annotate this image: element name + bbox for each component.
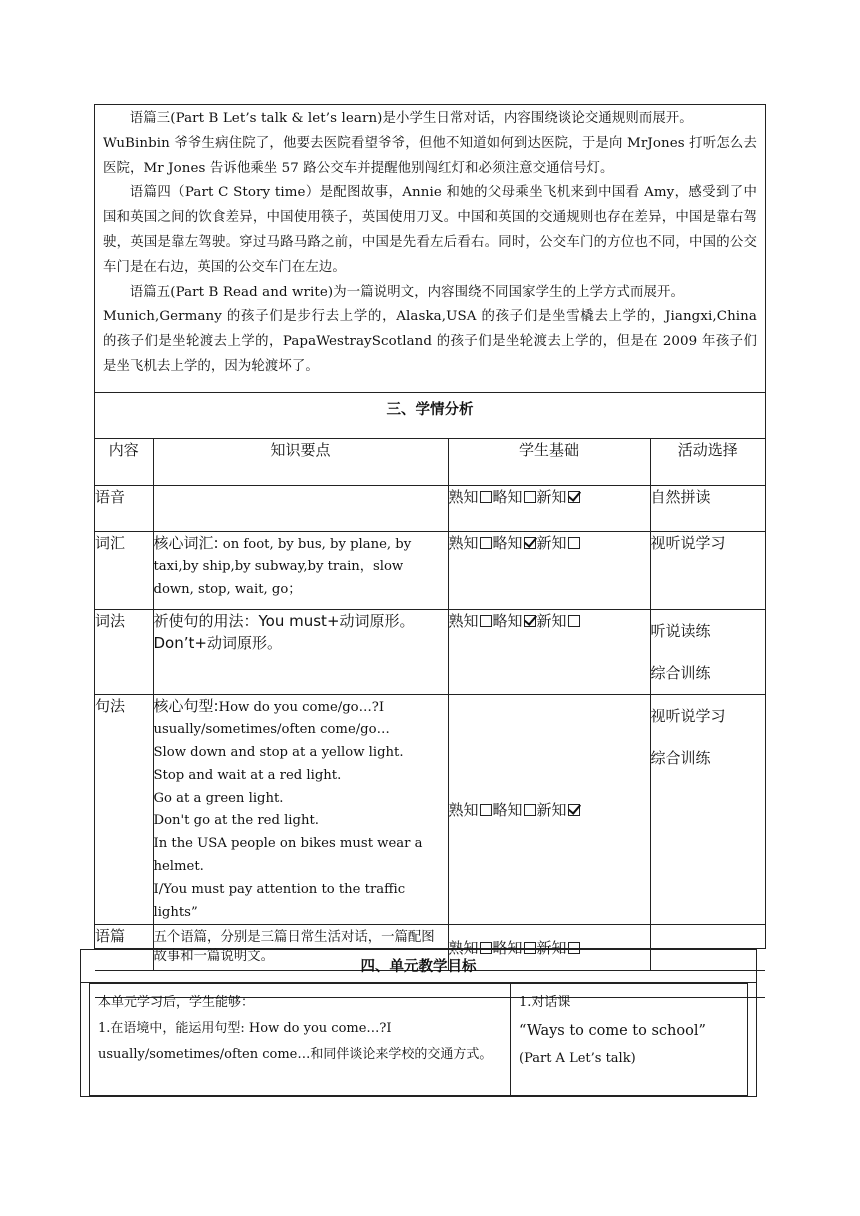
- row-basis: 熟知 略知 新知: [448, 485, 650, 531]
- discourse-5-summary: 语篇五(Part B Read and write)为一篇说明文，内容围绕不同国家学生的上学方式而展开。: [129, 284, 685, 300]
- teaching-goals-box: [89, 983, 748, 1096]
- header-activity: 活动选择: [650, 439, 765, 485]
- checkbox-icon: [568, 615, 580, 627]
- analysis-section: [94, 104, 766, 965]
- table-row: [95, 485, 765, 531]
- checkbox-icon: [480, 615, 492, 627]
- checkbox-icon: [524, 491, 536, 503]
- row-knowledge: 五个语篇，分别是三篇日常生活对话，一篇配图故事和一篇说明文。: [153, 925, 448, 971]
- section-4-title: 四、单元教学目标: [80, 949, 757, 983]
- row-basis: 熟知 略知 新知: [448, 925, 650, 971]
- section-3-title: 三、学情分析: [95, 393, 765, 439]
- checkbox-icon: [480, 804, 492, 816]
- lesson-part: (Part A Let’s talk): [519, 1051, 636, 1066]
- table-header-row: [95, 439, 765, 485]
- row-category: 词汇: [95, 531, 153, 609]
- row-category: 词法: [95, 609, 153, 694]
- table-row: [95, 609, 765, 694]
- checkbox-checked-icon: [568, 491, 580, 503]
- row-basis: 熟知 略知 新知: [448, 531, 650, 609]
- header-knowledge: 知识要点: [153, 439, 448, 485]
- checkbox-checked-icon: [568, 804, 580, 816]
- row-category: 句法: [95, 694, 153, 925]
- row-category: 语音: [95, 485, 153, 531]
- row-knowledge: [153, 485, 448, 531]
- goal-intro: 本单元学习后，学生能够：: [98, 995, 255, 1010]
- discourse-intro: [95, 105, 765, 393]
- header-content: 内容: [95, 439, 153, 485]
- header-basis: 学生基础: [448, 439, 650, 485]
- lesson-type: 1.对话课: [519, 995, 571, 1010]
- discourse-5-detail: Munich,Germany 的孩子们是步行去上学的，Alaska,USA 的孩子们是坐雪橇去上学的，Jiangxi,China 的孩子们是坐轮渡去上学的，PapaWestrayScotland 的孩子们是坐轮渡去上学的，但是在 2009 年孩子们是坐飞机去上学的，因为轮渡坏了。: [103, 309, 757, 374]
- row-knowledge: 核心词汇: on foot, by bus, by plane, by taxi,by ship,by subway,by train，slow down, stop, wait, go；: [153, 531, 448, 609]
- discourse-3-summary: 语篇三(Part B Let’s talk & let’s learn)是小学生日常对话，内容围绕谈论交通规则而展开。: [129, 111, 693, 126]
- row-activity: 视听说学习 综合训练: [650, 694, 765, 925]
- checkbox-icon: [524, 804, 536, 816]
- row-basis: 熟知 略知 新知: [448, 609, 650, 694]
- row-category: 语篇: [95, 925, 153, 971]
- row-activity: 自然拼读: [650, 485, 765, 531]
- table-row: [95, 531, 765, 609]
- checkbox-checked-icon: [524, 537, 536, 549]
- checkbox-icon: [480, 491, 492, 503]
- learner-analysis-table: [95, 439, 765, 998]
- table-row: [95, 694, 765, 925]
- discourse-3-detail: WuBinbin 爷爷生病住院了，他要去医院看望爷爷，但他不知道如何到达医院，于是向 MrJones 打听怎么去医院，Mr Jones 告诉他乘坐 57 路公交车并提醒他别闯红灯和必须注意交通信号灯。: [103, 135, 757, 176]
- row-knowledge: 祈使句的用法：You must+动词原形。Don’t+动词原形。: [153, 609, 448, 694]
- row-activity: 听说读练 综合训练: [650, 609, 765, 694]
- goal-item-1: 1.在语境中，能运用句型: How do you come…?I usually/sometimes/often come…和同伴谈论来学校的交通方式。: [98, 1021, 493, 1062]
- goal-description: [90, 984, 511, 1095]
- checkbox-checked-icon: [524, 615, 536, 627]
- lesson-title: “Ways to come to school”: [519, 1023, 706, 1039]
- row-knowledge: 核心句型:How do you come/go…?I usually/sometimes/often come/go… Slow down and stop at a yellow light. Stop and wait at a red light. Go at a green light. Don't go at the red light. In the USA people on bikes must wear a helmet. I/You must pay attention to the traffic lights”: [153, 694, 448, 925]
- row-basis: 熟知 略知 新知: [448, 694, 650, 925]
- lesson-info: [511, 984, 747, 1095]
- checkbox-icon: [568, 537, 580, 549]
- checkbox-icon: [480, 537, 492, 549]
- row-activity: 视听说学习: [650, 531, 765, 609]
- discourse-4-summary: 语篇四（Part C Story time）是配图故事，Annie 和她的父母乘坐飞机来到中国看 Amy，感受到了中国和英国之间的饮食差异，中国使用筷子，英国使用刀叉。中国和英国的交通规则也存在差异，中国是靠右驾驶，英国是靠左驾驶。穿过马路马路之前，中国是先看左后看右。同时，公交车门的方位也不同，中国的公交车门是在右边，英国的公交车门在左边。: [103, 185, 757, 275]
